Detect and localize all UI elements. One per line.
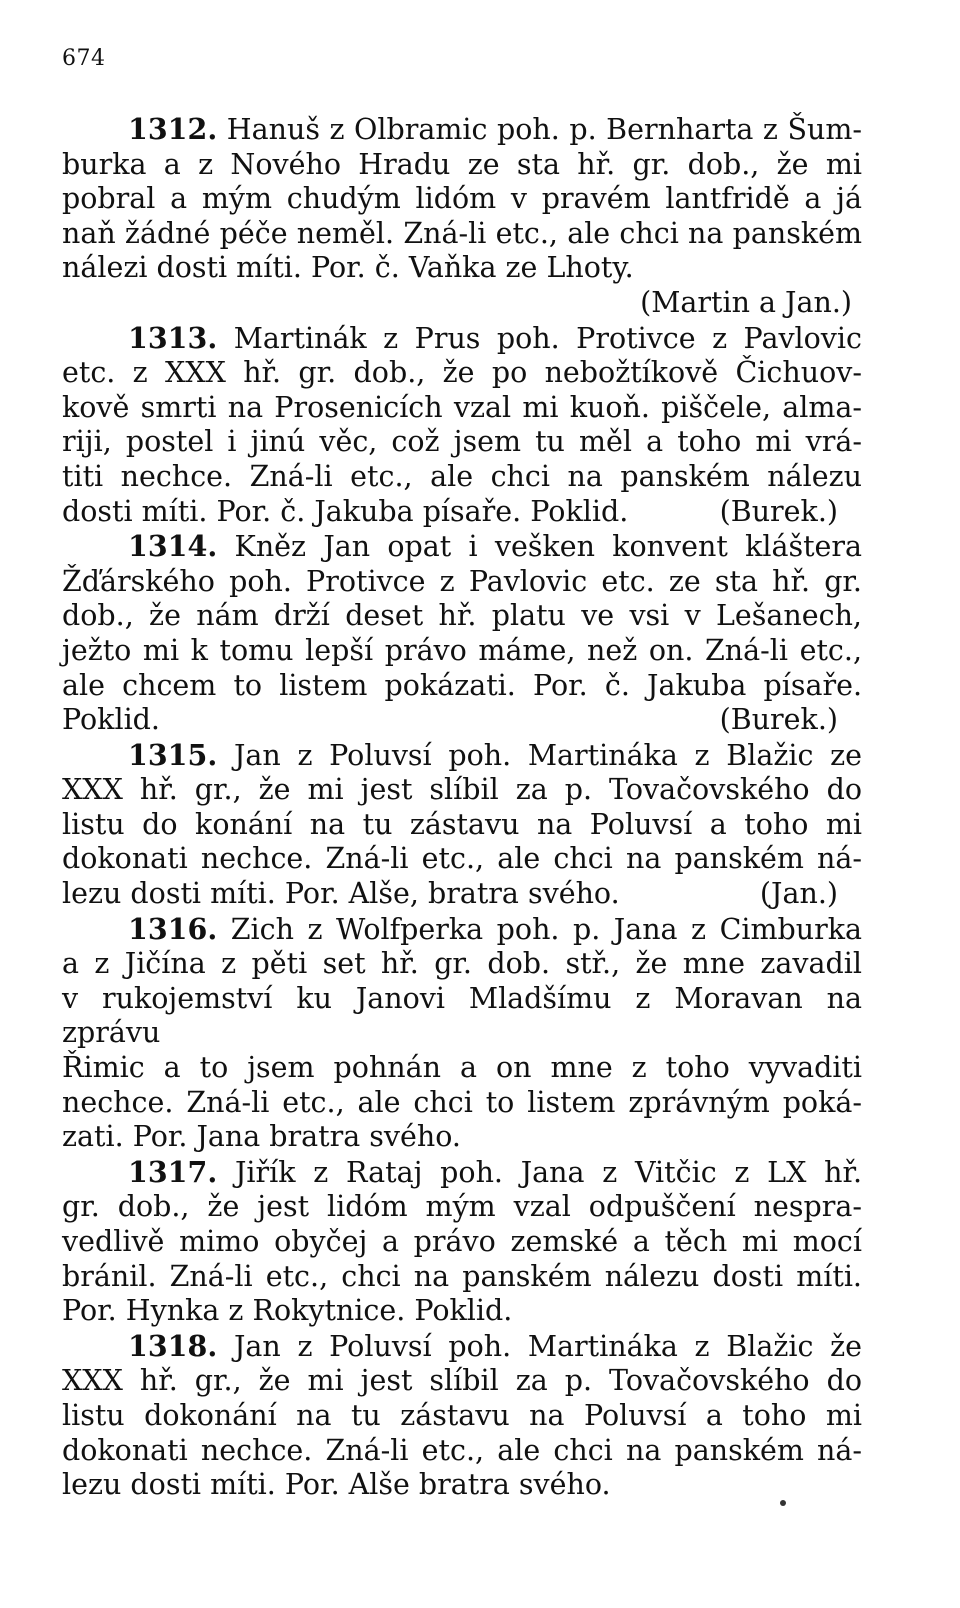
entry-line: lezu dosti míti. Por. Alše bratra svého. [62, 1468, 611, 1502]
entry-line: naň žádné péče neměl. Zná-li etc., ale chci na panském [62, 216, 862, 250]
entry-number: 1313. [128, 320, 218, 355]
entry-1318 [62, 1329, 862, 1503]
entry-1315 [62, 738, 862, 912]
entry-line: Žďárského poh. Protivce z Pavlovic etc. ze sta hř. gr. [62, 564, 862, 598]
entry-line: dokonati nechce. Zná-li etc., ale chci na panském ná- [62, 842, 862, 876]
entry-line: zati. Por. Jana bratra svého. [62, 1120, 461, 1154]
document-body [62, 112, 862, 1503]
entry-line: XXX hř. gr., že mi jest slíbil za p. Tovačovského do [62, 1364, 862, 1398]
entry-signature: (Jan.) [759, 877, 838, 911]
entry-line: vedlivě mimo obyčej a právo zemské a těch mi mocí [62, 1225, 862, 1258]
entry-line: pobral a mým chudým lidóm v pravém lantfridě a já [62, 182, 862, 216]
entry-line: nálezi dosti míti. Por. č. Vaňka ze Lhoty. [62, 251, 634, 285]
entry-1316 [62, 912, 862, 1155]
entry-line: nechce. Zná-li etc., ale chci to listem zprávným poká- [62, 1085, 862, 1119]
entry-line: Poklid. (Burek.) [62, 703, 862, 738]
entry-number: 1316. [128, 911, 218, 946]
entry-number: 1315. [128, 737, 218, 772]
entry-1313 [62, 321, 862, 530]
entry-line: gr. dob., že jest lidóm mým vzal odpuščení nespra- [62, 1190, 862, 1224]
entry-line: XXX hř. gr., že mi jest slíbil za p. Tovačovského do [62, 773, 862, 807]
entry-line: v rukojemství ku Janovi Mladšímu z Moravan na zprávu [62, 981, 862, 1050]
page-number: 674 [62, 46, 106, 71]
entry-line: burka a z Nového Hradu ze sta hř. gr. dob., že mi [62, 147, 862, 181]
entry-line: 1317. Jiřík z Rataj poh. Jana z Vitčic z LX hř. [128, 1154, 863, 1189]
entry-line: Por. Hynka z Rokytnice. Poklid. [62, 1294, 513, 1328]
entry-line: dosti míti. Por. č. Jakuba písaře. Poklid. (Burek.) [62, 495, 862, 530]
entry-line: bránil. Zná-li etc., chci na panském nálezu dosti míti. [62, 1259, 862, 1293]
entry-signature: (Burek.) [719, 494, 838, 528]
entry-line: ježto mi k tomu lepší právo máme, než on. Zná-li etc., [62, 633, 862, 667]
print-dot [780, 1500, 786, 1506]
entry-line: a z Jičína z pěti set hř. gr. dob. stř., že mne zavadil [62, 947, 862, 981]
entry-line: 1316. Zich z Wolfperka poh. p. Jana z Cimburka [128, 911, 862, 946]
entry-line: kově smrti na Prosenicích vzal mi kuoň. piščele, alma- [62, 390, 862, 424]
entry-number: 1317. [128, 1154, 218, 1189]
entry-line: listu do konání na tu zástavu na Poluvsí a toho mi [62, 807, 862, 841]
entry-line: 1312. Hanuš z Olbramic poh. p. Bernharta z Šum- [128, 112, 862, 146]
entry-line: 1315. Jan z Poluvsí poh. Martináka z Blažic ze [128, 737, 863, 772]
entry-signature: (Burek.) [719, 703, 838, 737]
entry-line: ale chcem to listem pokázati. Por. č. Jakuba písaře. [62, 668, 862, 702]
entry-line: dob., že nám drží deset hř. platu ve vsi v Lešanech, [62, 599, 862, 633]
entry-line: dokonati nechce. Zná-li etc., ale chci na panském ná- [62, 1433, 862, 1467]
entry-signature: (Martin a Jan.) [640, 285, 852, 319]
entry-line: 1318. Jan z Poluvsí poh. Martináka z Blažic že [128, 1328, 863, 1363]
entry-line: riji, postel i jinú věc, což jsem tu měl a toho mi vrá- [62, 425, 862, 459]
entry-1317 [62, 1155, 862, 1329]
entry-number: 1314. [128, 529, 218, 564]
entry-line: listu dokonání na tu zástavu na Poluvsí a toho mi [62, 1398, 862, 1432]
entry-line: 1314. Kněz Jan opat i vešken konvent kláštera [128, 529, 863, 564]
entry-line: Řimic a to jsem pohnán a on mne z toho vyvaditi [62, 1051, 862, 1085]
entry-1312 [62, 112, 862, 321]
entry-line: lezu dosti míti. Por. Alše, bratra svého. (Jan.) [62, 877, 862, 912]
entry-number: 1312. [128, 112, 218, 146]
entry-1314 [62, 529, 862, 738]
entry-line: 1313. Martinák z Prus poh. Protivce z Pavlovic [128, 320, 862, 355]
entry-line: titi nechce. Zná-li etc., ale chci na panském nálezu [62, 459, 862, 493]
entry-number: 1318. [128, 1328, 218, 1363]
entry-line: etc. z XXX hř. gr. dob., že po nebožtíkově Čichuov- [62, 356, 862, 390]
